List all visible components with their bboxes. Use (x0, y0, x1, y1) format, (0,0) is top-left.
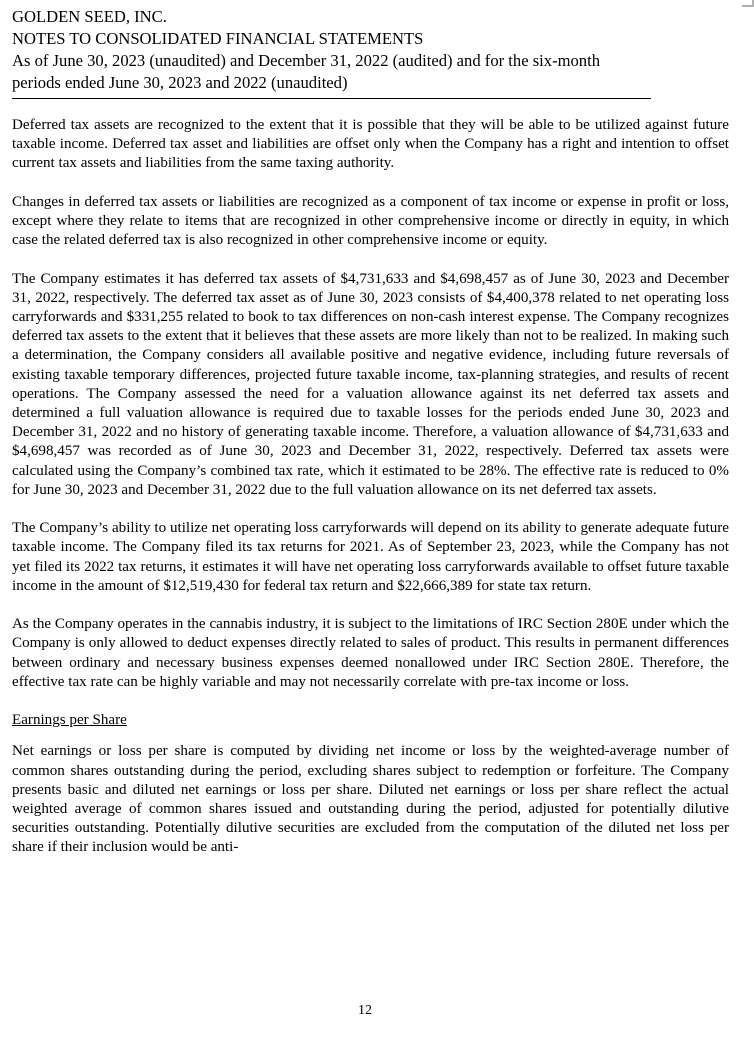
paragraph-deferred-tax-changes: Changes in deferred tax assets or liabilities are recognized as a component of tax income or expense in profit or loss, except where they relate to items that are recognized in other comprehensive income or directly in equity, in which case the related deferred tax is also recognized in other comprehensive income or equity. (12, 193, 729, 249)
header-divider (12, 98, 651, 99)
paragraph-irc-280e: As the Company operates in the cannabis industry, it is subject to the limitations of IRC Section 280E under which the Company is only allowed to deduct expenses directly related to sales of product. This results in permanent differences between ordinary and necessary business expenses deemed nonallowed under IRC Section 280E. Therefore, the effective tax rate can be highly variable and may not necessarily correlate with pre-tax income or loss. (12, 616, 729, 690)
paragraph-earnings-per-share: Net earnings or loss per share is computed by dividing net income or loss by the weighted-average number of common shares outstanding during the period, excluding shares subject to redemption or forfeiture. The Company presents basic and diluted net earnings or loss per share. Diluted net earnings or loss per share reflect the actual weighted average of common shares issued and outstanding during the period, adjusted for potentially dilutive securities outstanding. Potentially dilutive securities are excluded from the computation of the diluted net loss per share if their inclusion would be anti- (12, 743, 729, 856)
page-corner-mark (742, 0, 754, 7)
document-title: NOTES TO CONSOLIDATED FINANCIAL STATEMENTS (12, 29, 424, 48)
company-name: GOLDEN SEED, INC. (12, 7, 167, 26)
paragraph-deferred-tax-recognition: Deferred tax assets are recognized to the extent that it is possible that they will be able to be utilized against future taxable income. Deferred tax asset and liabilities are offset only when the Company has a right and intention to offset current tax assets and liabilities from the same taxing authority. (12, 117, 729, 172)
period-line-1: As of June 30, 2023 (unaudited) and December 31, 2022 (audited) and for the six-month (12, 51, 601, 70)
section-heading-earnings-per-share: Earnings per Share (12, 712, 127, 729)
document-body (12, 116, 729, 877)
page-number: 12 (358, 1003, 372, 1018)
document-header (12, 6, 662, 94)
paragraph-deferred-tax-estimates: The Company estimates it has deferred tax assets of $4,731,633 and $4,698,457 as of June 30, 2023 and December 31, 2022, respectively. The deferred tax asset as of June 30, 2023 consists of $4,400,378 related to net operating loss carryforwards and $331,255 related to book to tax differences on non-cash interest expense. The Company recognizes deferred tax assets to the extent that it believes that these assets are more likely than not to be realized. In making such a determination, the Company considers all available positive and negative evidence, including future reversals of existing taxable temporary differences, projected future taxable income, tax-planning strategies, and results of recent operations. The Company assessed the need for a valuation allowance against its net deferred tax assets and determined a full valuation allowance is required due to taxable losses for the periods ended June 30, 2023 and December 31, 2022 and no history of generating taxable income. Therefore, a valuation allowance of $4,731,633 and $4,698,457 was recorded as of June 30, 2023 and December 31, 2022, respectively. Deferred tax assets were calculated using the Company’s combined tax rate, which it estimated to be 28%. The effective rate is reduced to 0% for June 30, 2023 and December 31, 2022 due to the full valuation allowance on its net deferred tax assets. (12, 270, 729, 498)
paragraph-nol-carryforwards: The Company’s ability to utilize net operating loss carryforwards will depend on its ability to generate adequate future taxable income. The Company filed its tax returns for 2021. As of September 23, 2023, while the Company has not yet filed its 2022 tax returns, it estimates it will have net operating loss carryforwards available to offset future taxable income in the amount of $12,519,430 for federal tax return and $22,666,389 for state tax return. (12, 520, 729, 594)
period-line-2: periods ended June 30, 2023 and 2022 (unaudited) (12, 73, 348, 92)
